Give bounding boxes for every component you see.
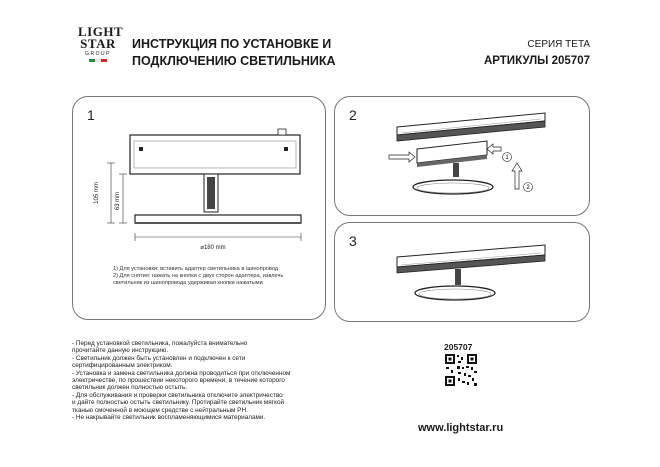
instruction-line: - Светильник должен быть установлен и подключен к сети <box>72 354 246 362</box>
panel-step-2 <box>334 96 590 216</box>
dim-height-total: 105 mm <box>94 182 100 204</box>
instruction-line: - Не накрывайте светильник воспламеняющимися материалами. <box>72 414 266 422</box>
instruction-line: прочитайте данную инструкцию. <box>72 347 169 355</box>
instruction-line: - Для обслуживания и проверки светильника отключите электричество <box>72 391 283 399</box>
logo-line2: STAR <box>80 36 116 51</box>
article-number: 205707 <box>444 342 473 352</box>
italian-flag-icon <box>78 59 118 62</box>
step-2-marker: 2 <box>526 185 530 191</box>
panel-step-3 <box>334 222 590 322</box>
logo-line3: GROUP <box>85 51 111 57</box>
instruction-line: - Установка и замена светильника должна проводиться при отключенном <box>72 369 291 377</box>
instruction-line: электричестве, по прошествии некоторого времени, в течение которого <box>72 377 285 385</box>
panel-number: 2 <box>349 107 357 123</box>
instruction-line: и дайте полностью остыть светильнику. Протирайте светильник мягкой <box>72 399 285 407</box>
install-adapter-drawing <box>335 97 589 215</box>
series-info <box>430 36 590 70</box>
instruction-line: сертифицированным электриком. <box>72 362 173 370</box>
step-1-marker: 1 <box>505 155 509 161</box>
brand-logo <box>78 24 124 62</box>
articles-label: АРТИКУЛЫ 205707 <box>483 55 590 67</box>
qr-code-icon <box>444 353 478 387</box>
logo-line1: LIGHT <box>78 24 124 39</box>
safety-instructions <box>72 340 412 421</box>
series-label: СЕРИЯ TETA <box>527 39 590 50</box>
title-line2: ПОДКЛЮЧЕНИЮ СВЕТИЛЬНИКА <box>132 54 336 68</box>
panel-step-1 <box>72 96 326 320</box>
installed-fixture-drawing <box>335 223 589 321</box>
instruction-line: светильник должен полностью остыть. <box>72 384 188 392</box>
panel-number: 3 <box>349 233 357 249</box>
panel-1-note <box>113 266 318 288</box>
note-line2: 2) Для снятия: нажать на кнопки с двух сторон адаптера, извлечь <box>113 273 284 280</box>
instruction-line: - Перед установкой светильника, пожалуйста внимательно <box>72 340 248 347</box>
panel-number: 1 <box>87 107 95 123</box>
dim-height-body: 63 mm <box>115 191 121 211</box>
note-line1: 1) Для установки: вставить адаптер светильника в шинопровод <box>113 266 279 272</box>
note-line3: светильник из шинопровода удерживая кнопки нажатыми <box>113 280 263 287</box>
title-line1: ИНСТРУКЦИЯ ПО УСТАНОВКЕ И <box>132 37 332 51</box>
dim-diameter: ⌀180 mm <box>200 245 226 251</box>
instruction-line: тканью смоченной в моющем средстве с нейтральным PH. <box>72 406 248 414</box>
website-url: www.lightstar.ru <box>418 422 504 434</box>
page-title <box>132 36 372 70</box>
